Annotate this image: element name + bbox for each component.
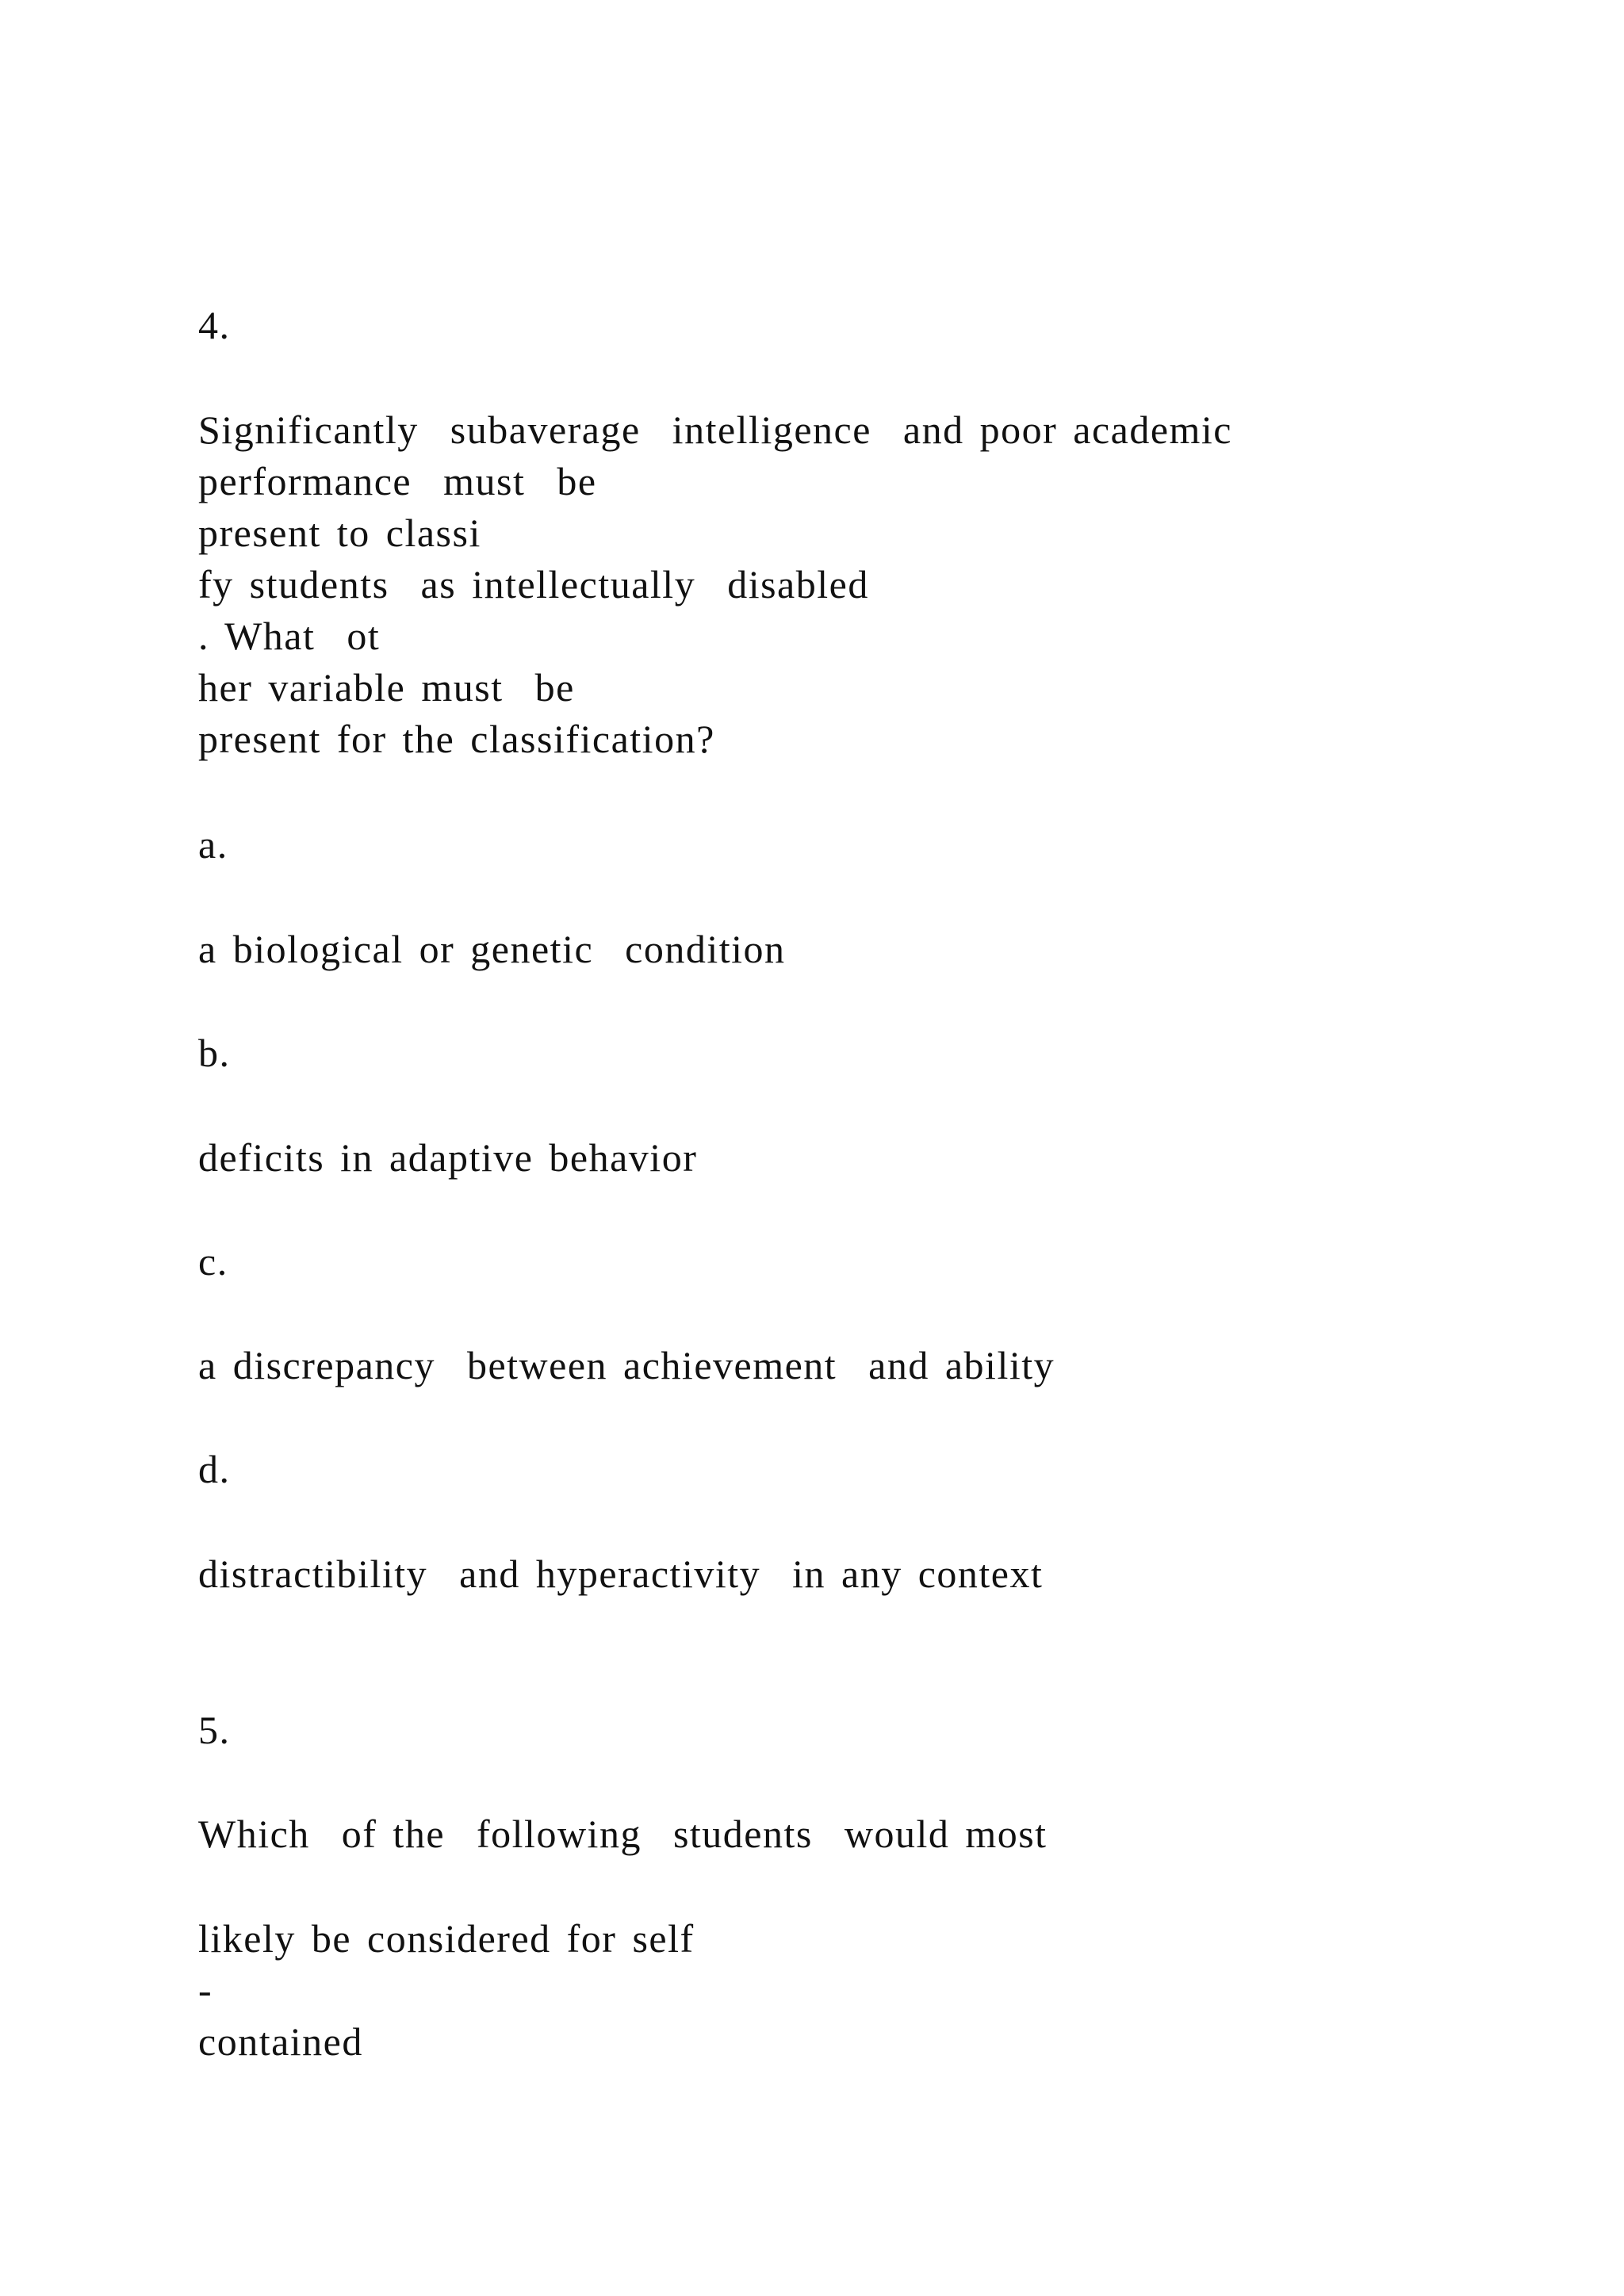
option-a-text: a biological or genetic condition (198, 927, 786, 971)
question-4-stem-line-2: performance must be (198, 459, 597, 503)
question-4-stem-line-6: her variable must be (198, 665, 575, 710)
question-5-number: 5. (198, 1708, 231, 1752)
question-5-stem-line-1: Which of the following students would most (198, 1812, 1048, 1856)
option-d-text: distractibility and hyperactivity in any context (198, 1552, 1044, 1596)
option-a-letter: a. (198, 822, 228, 867)
question-5-stem-line-2: likely be considered for self (198, 1916, 695, 1961)
question-4-stem-line-4: fy students as intellectually disabled (198, 562, 869, 607)
option-d-letter: d. (198, 1447, 231, 1491)
question-4-stem-line-5: . What ot (198, 614, 381, 658)
option-c-text: a discrepancy between achievement and ability (198, 1343, 1055, 1387)
option-c-letter: c. (198, 1239, 228, 1284)
question-4-number: 4. (198, 303, 231, 347)
question-5-stem-line-3: - (198, 1968, 213, 2012)
question-4-stem-line-1: Significantly subaverage intelligence and poor academic (198, 408, 1232, 452)
question-5-stem-line-4: contained (198, 2019, 363, 2064)
option-b-letter: b. (198, 1031, 231, 1075)
option-b-text: deficits in adaptive behavior (198, 1135, 698, 1180)
question-4-stem-line-7: present for the classification? (198, 717, 715, 761)
question-4-stem-line-3: present to classi (198, 511, 481, 555)
